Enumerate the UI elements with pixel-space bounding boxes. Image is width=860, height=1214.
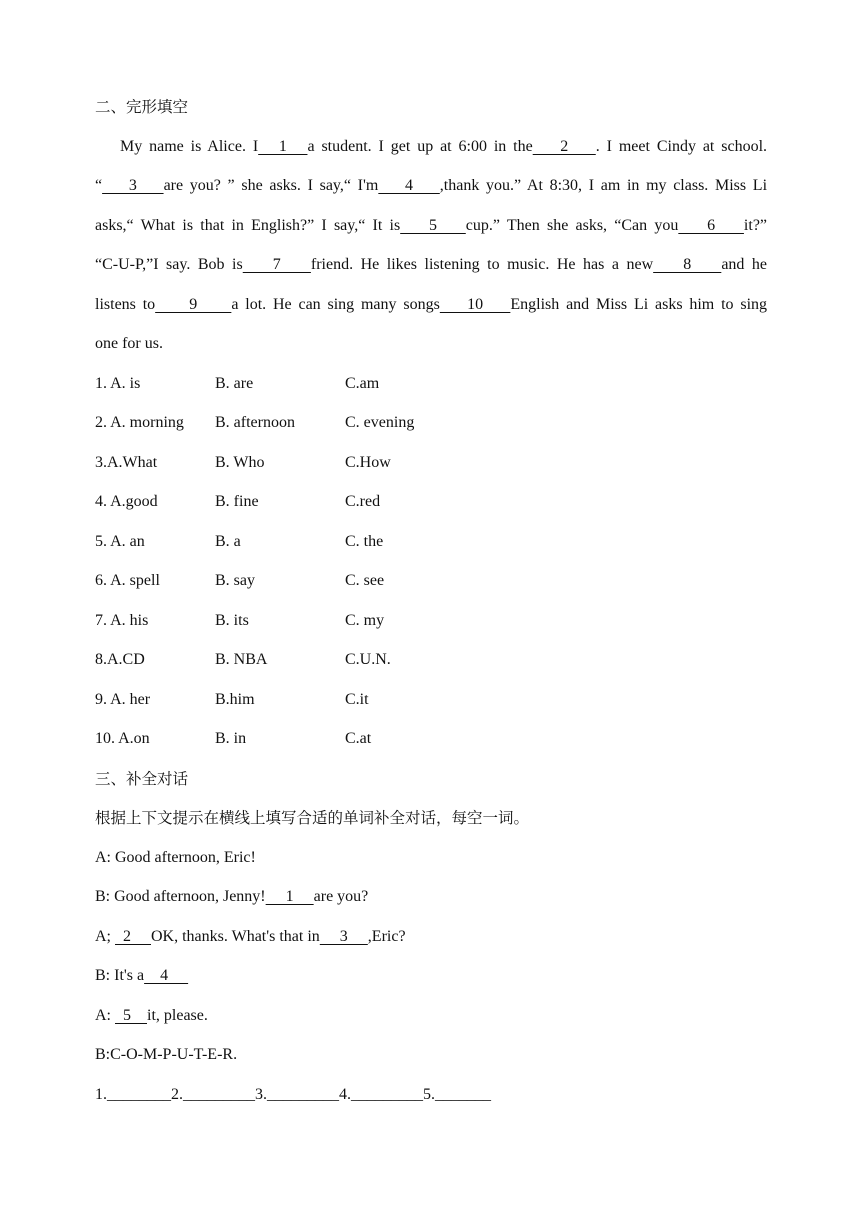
text-segment: one for us. xyxy=(95,335,163,352)
answer-blank[interactable]: 10 xyxy=(439,295,511,313)
text-segment: B: It's a xyxy=(95,967,145,984)
option-b[interactable]: B. are xyxy=(215,374,254,392)
text-segment: My name is Alice. I xyxy=(120,137,259,155)
answer-blank[interactable]: 1 xyxy=(258,137,308,155)
text-segment: ,thank you.” At 8:30, I am in my class. Miss Li xyxy=(439,177,768,194)
option-a[interactable]: 3.A.What xyxy=(95,453,158,471)
passage-line xyxy=(95,334,767,374)
option-row xyxy=(95,374,767,414)
option-row xyxy=(95,532,767,572)
option-row xyxy=(95,729,767,769)
text-segment: English and Miss Li asks him to sing xyxy=(510,295,768,313)
option-b[interactable]: B. fine xyxy=(215,493,259,510)
option-row xyxy=(95,690,767,730)
passage-line xyxy=(95,137,767,177)
passage-line xyxy=(95,255,767,295)
answer-blank[interactable]: 2 xyxy=(532,137,596,155)
text-segment: “C-U-P,”I say. Bob is xyxy=(95,256,243,273)
option-c[interactable]: C.U.N. xyxy=(345,651,391,668)
answer-blank[interactable]: 4 xyxy=(144,967,189,984)
answer-blank[interactable]: 3 xyxy=(102,177,164,194)
text-segment: and he xyxy=(721,256,768,273)
worksheet xyxy=(95,97,767,1124)
option-b[interactable]: B. in xyxy=(215,730,247,747)
text-segment: it?” xyxy=(743,216,768,234)
dialogue-line xyxy=(95,966,767,1006)
text-segment: A: xyxy=(95,1006,115,1024)
option-a[interactable]: 2. A. morning xyxy=(95,414,184,431)
option-row xyxy=(95,453,767,493)
dialogue-heading: 三、补全对话 xyxy=(95,769,189,788)
option-row xyxy=(95,492,767,532)
option-row xyxy=(95,571,767,611)
text-segment: are you? xyxy=(313,888,369,905)
text-segment: 1.________2._________3._________4._________5._______ xyxy=(95,1085,491,1103)
text-segment: are you? ” she asks. I say,“ I'm xyxy=(163,177,379,194)
option-b[interactable]: B. Who xyxy=(215,453,265,471)
answer-blank[interactable]: 9 xyxy=(155,295,232,313)
dialogue-line xyxy=(95,927,767,967)
dialogue xyxy=(95,848,767,1125)
option-a[interactable]: 7. A. his xyxy=(95,611,149,629)
cloze-passage xyxy=(95,137,767,374)
cloze-heading: 二、完形填空 xyxy=(95,98,189,116)
text-segment: B: Good afternoon, Jenny! xyxy=(95,888,266,905)
option-a[interactable]: 4. A.good xyxy=(95,493,158,510)
option-c[interactable]: C.How xyxy=(345,453,391,471)
passage-line xyxy=(95,295,767,335)
option-b[interactable]: B. NBA xyxy=(215,651,268,668)
text-segment: . I meet Cindy at school. xyxy=(595,137,768,155)
option-row xyxy=(95,413,767,453)
dialogue-instruction: 根据上下文提示在横线上填写合适的单词补全对话，每空一词。 xyxy=(95,809,530,827)
text-segment: cup.” Then she asks, “Can you xyxy=(465,216,679,234)
text-segment: A; xyxy=(95,927,115,945)
text-segment: asks,“ What is that in English?” I say,“ It is xyxy=(95,216,401,234)
answer-blank[interactable]: 1 xyxy=(265,888,314,905)
text-segment: “ xyxy=(95,177,103,194)
dialogue-line xyxy=(95,887,767,927)
option-a[interactable]: 6. A. spell xyxy=(95,572,160,589)
dialogue-line xyxy=(95,848,767,888)
option-b[interactable]: B. say xyxy=(215,572,255,589)
passage-line xyxy=(95,176,767,216)
dialogue-line xyxy=(95,1045,767,1085)
option-a[interactable]: 9. A. her xyxy=(95,690,151,708)
option-c[interactable]: C.red xyxy=(345,493,381,510)
text-segment: it, please. xyxy=(147,1006,208,1024)
answer-blank[interactable]: 6 xyxy=(678,216,744,234)
option-a[interactable]: 5. A. an xyxy=(95,532,145,550)
option-c[interactable]: C.it xyxy=(345,690,369,708)
option-c[interactable]: C. my xyxy=(345,611,385,629)
option-a[interactable]: 8.A.CD xyxy=(95,651,145,668)
option-row xyxy=(95,650,767,690)
dialogue-line xyxy=(95,1085,767,1125)
text-segment: listens to xyxy=(95,295,156,313)
option-a[interactable]: 1. A. is xyxy=(95,374,141,392)
option-c[interactable]: C.am xyxy=(345,374,380,392)
text-segment: OK, thanks. What's that in xyxy=(151,927,320,945)
text-segment: friend. He likes listening to music. He has a new xyxy=(310,256,654,273)
option-b[interactable]: B.him xyxy=(215,690,255,708)
dialogue-line xyxy=(95,1006,767,1046)
option-b[interactable]: B. a xyxy=(215,532,241,550)
answer-blank[interactable]: 5 xyxy=(400,216,466,234)
option-c[interactable]: C. see xyxy=(345,572,385,589)
option-a[interactable]: 10. A.on xyxy=(95,730,150,747)
text-segment: ,Eric? xyxy=(367,927,406,945)
text-segment: a student. I get up at 6:00 in the xyxy=(307,137,533,155)
passage-line xyxy=(95,216,767,256)
answer-blank[interactable]: 2 xyxy=(115,927,151,945)
option-b[interactable]: B. its xyxy=(215,611,249,629)
cloze-options xyxy=(95,374,767,769)
answer-blank[interactable]: 4 xyxy=(378,177,440,194)
option-row xyxy=(95,611,767,651)
answer-blank[interactable]: 7 xyxy=(242,256,311,273)
text-segment: A: Good afternoon, Eric! xyxy=(95,848,256,866)
option-b[interactable]: B. afternoon xyxy=(215,414,295,431)
text-segment: B:C-O-M-P-U-T-E-R. xyxy=(95,1046,238,1063)
option-c[interactable]: C. the xyxy=(345,532,384,550)
answer-blank[interactable]: 8 xyxy=(653,256,722,273)
answer-blank[interactable]: 5 xyxy=(115,1006,147,1024)
option-c[interactable]: C.at xyxy=(345,730,372,747)
answer-blank[interactable]: 3 xyxy=(319,927,368,945)
option-c[interactable]: C. evening xyxy=(345,414,415,431)
text-segment: a lot. He can sing many songs xyxy=(231,295,440,313)
